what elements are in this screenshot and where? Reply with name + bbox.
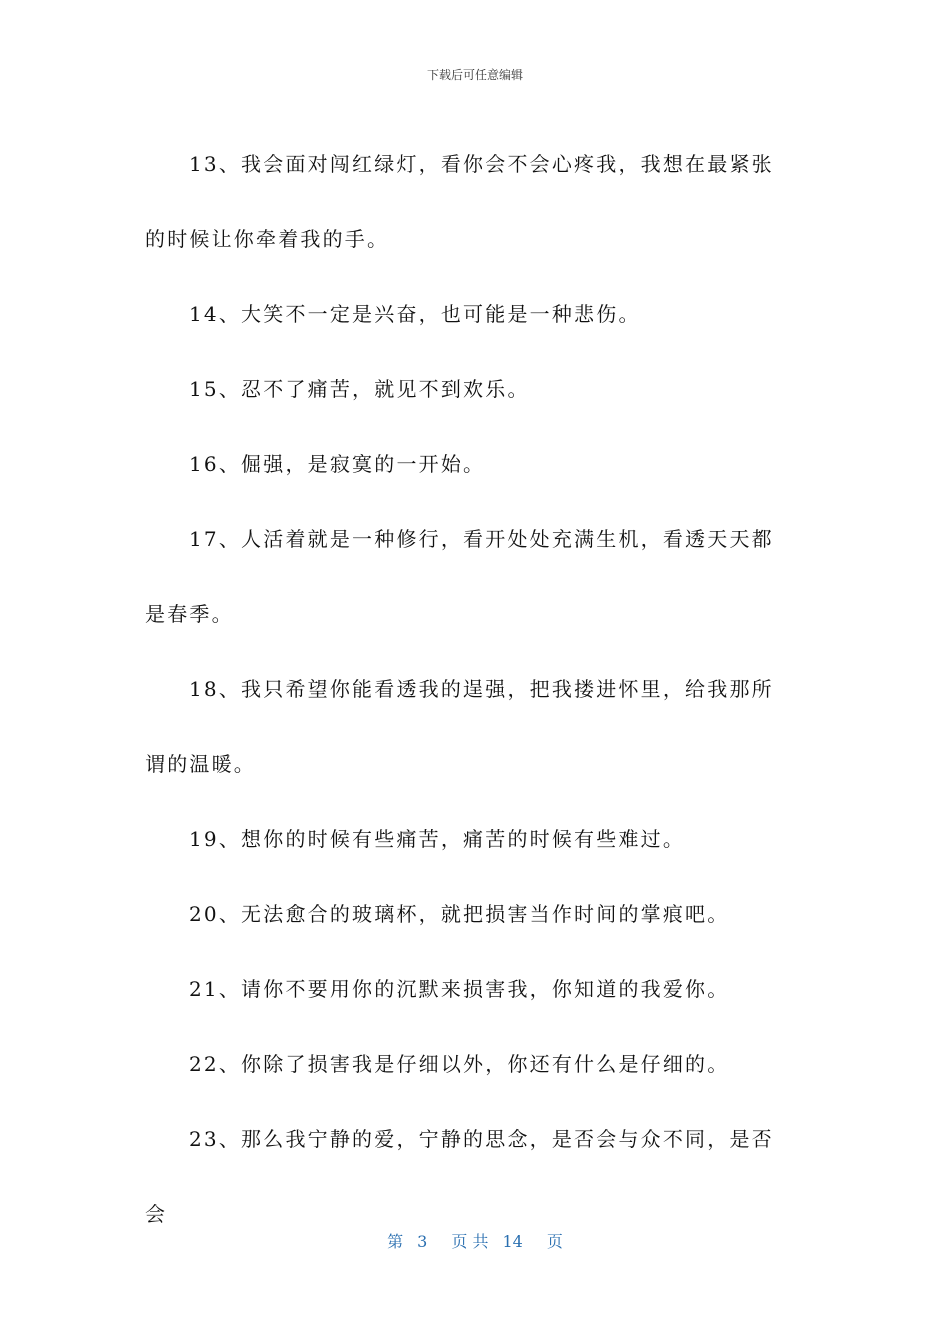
download-note: 下载后可任意编辑: [426, 68, 523, 82]
footer-suffix: 页: [546, 1232, 563, 1251]
paragraph-16: 16、倔强，是寂寞的一开始。: [189, 452, 486, 476]
paragraph-20: 20、无法愈合的玻璃杯，就把损害当作时间的掌痕吧。: [189, 902, 730, 926]
paragraph-17: 17、人活着就是一种修行，看开处处充满生机，看透天天都是春季。: [145, 527, 774, 626]
paragraph-15: 15、忍不了痛苦，就见不到欢乐。: [189, 377, 530, 401]
footer-prefix: 第: [387, 1232, 404, 1251]
page-footer: [0, 1229, 950, 1252]
paragraph-18: 18、我只希望你能看透我的逞强，把我搂进怀里，给我那所谓的温暖。: [145, 677, 774, 776]
document-body: [145, 127, 795, 1252]
paragraph-19: 19、想你的时候有些痛苦，痛苦的时候有些难过。: [189, 827, 686, 851]
paragraph-23: 23、那么我宁静的爱，宁静的思念，是否会与众不同，是否会: [145, 1127, 774, 1226]
footer-middle: 页 共: [451, 1232, 489, 1251]
paragraph-21: 21、请你不要用你的沉默来损害我，你知道的我爱你。: [189, 977, 730, 1001]
current-page-number: 3: [417, 1232, 428, 1251]
paragraph-14: 14、大笑不一定是兴奋，也可能是一种悲伤。: [189, 302, 641, 326]
paragraph-22: 22、你除了损害我是仔细以外，你还有什么是仔细的。: [189, 1052, 730, 1076]
total-pages-number: 14: [502, 1232, 523, 1251]
paragraph-13: 13、我会面对闯红绿灯，看你会不会心疼我，我想在最紧张的时候让你牵着我的手。: [145, 152, 774, 251]
